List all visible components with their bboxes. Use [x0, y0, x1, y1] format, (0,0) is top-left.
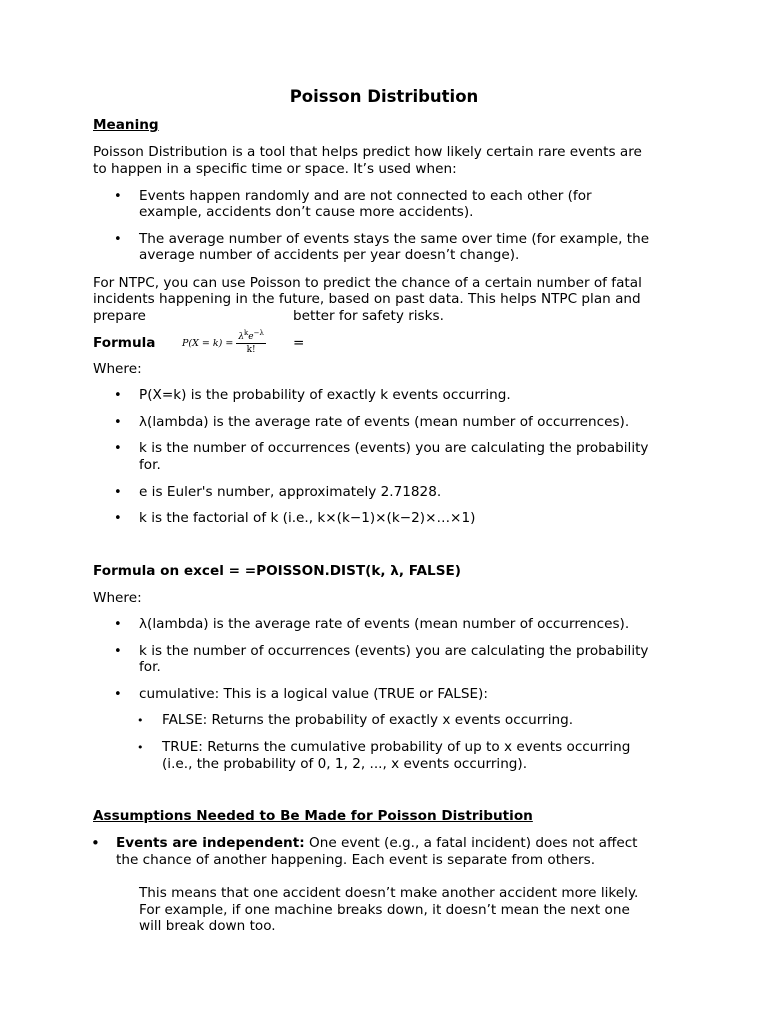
- list-item: example, accidents don’t cause more accidents).: [139, 204, 474, 220]
- excel-where: Where:: [93, 590, 142, 606]
- bullet-marker: •: [114, 644, 122, 659]
- assumption-item-text: One event (e.g., a fatal incident) does not affect: [304, 835, 638, 851]
- sub-bullet-marker: •: [137, 741, 144, 754]
- formula-fraction: [236, 331, 266, 356]
- ntpc-line3b: better for safety risks.: [293, 308, 444, 324]
- page-title: Poisson Distribution: [289, 87, 479, 106]
- ntpc-line2: incidents happening in the future, based on past data. This helps NTPC plan and: [93, 291, 641, 307]
- sub-bullet-marker: •: [137, 714, 144, 727]
- bullet-marker: •: [91, 834, 100, 852]
- excel-heading: Formula on excel = =POISSON.DIST(k, λ, FALSE): [93, 563, 461, 579]
- formula-lhs: P(X = k) =: [182, 338, 234, 349]
- assumption-para-line1: This means that one accident doesn’t make another accident more likely.: [139, 885, 639, 901]
- bullet-marker: •: [114, 511, 122, 526]
- bullet-marker: •: [114, 485, 122, 500]
- meaning-intro-line1: Poisson Distribution is a tool that helps predict how likely certain rare events are: [93, 144, 642, 160]
- formula-where: Where:: [93, 361, 142, 377]
- meaning-intro-line2: to happen in a specific time or space. It’s used when:: [93, 161, 457, 177]
- assumption-item-line1: [116, 835, 638, 852]
- poisson-formula: [182, 331, 266, 356]
- assumption-para-line2: For example, if one machine breaks down, it doesn’t mean the next one: [139, 902, 630, 918]
- formula-numerator: $\lambda^ke^{-\lambda}$: [238, 329, 264, 342]
- list-item: λ(lambda) is the average rate of events (mean number of occurrences).: [139, 414, 630, 430]
- assumption-item-title: Events are independent:: [116, 835, 305, 851]
- bullet-marker: •: [114, 189, 122, 204]
- list-item: P(X=k) is the probability of exactly k events occurring.: [139, 387, 511, 403]
- ntpc-line3a: prepare: [93, 308, 146, 324]
- sub-list-item: FALSE: Returns the probability of exactly x events occurring.: [162, 712, 574, 728]
- list-item: k is the factorial of k (i.e., k×(k−1)×(k−2)×…×1): [139, 510, 476, 526]
- formula-equals: =: [293, 335, 305, 351]
- formula-denominator: k!: [246, 345, 256, 355]
- assumption-para-line3: will break down too.: [139, 918, 276, 934]
- list-item: k is the number of occurrences (events) you are calculating the probability: [139, 440, 649, 456]
- list-item: k is the number of occurrences (events) you are calculating the probability: [139, 643, 649, 659]
- bullet-marker: •: [114, 617, 122, 632]
- bullet-marker: •: [114, 687, 122, 702]
- list-item: cumulative: This is a logical value (TRUE or FALSE):: [139, 686, 488, 702]
- assumption-item-line2: the chance of another happening. Each event is separate from others.: [116, 852, 596, 868]
- list-item: λ(lambda) is the average rate of events (mean number of occurrences).: [139, 616, 630, 632]
- ntpc-line1: For NTPC, you can use Poisson to predict the chance of a certain number of fatal: [93, 275, 642, 291]
- meaning-heading: Meaning: [93, 117, 159, 133]
- list-item: for.: [139, 457, 161, 473]
- bullet-marker: •: [114, 232, 122, 247]
- bullet-marker: •: [114, 415, 122, 430]
- bullet-marker: •: [114, 388, 122, 403]
- bullet-marker: •: [114, 441, 122, 456]
- sub-list-item: TRUE: Returns the cumulative probability of up to x events occurring: [162, 739, 631, 755]
- list-item: for.: [139, 659, 161, 675]
- list-item: Events happen randomly and are not connected to each other (for: [139, 188, 592, 204]
- list-item: average number of accidents per year doesn’t change).: [139, 247, 520, 263]
- assumptions-heading: Assumptions Needed to Be Made for Poisson Distribution: [93, 808, 533, 824]
- list-item: The average number of events stays the same over time (for example, the: [139, 231, 650, 247]
- sub-list-item: (i.e., the probability of 0, 1, 2, ..., x events occurring).: [162, 756, 528, 772]
- list-item: e is Euler's number, approximately 2.71828.: [139, 484, 442, 500]
- formula-label: Formula: [93, 335, 156, 351]
